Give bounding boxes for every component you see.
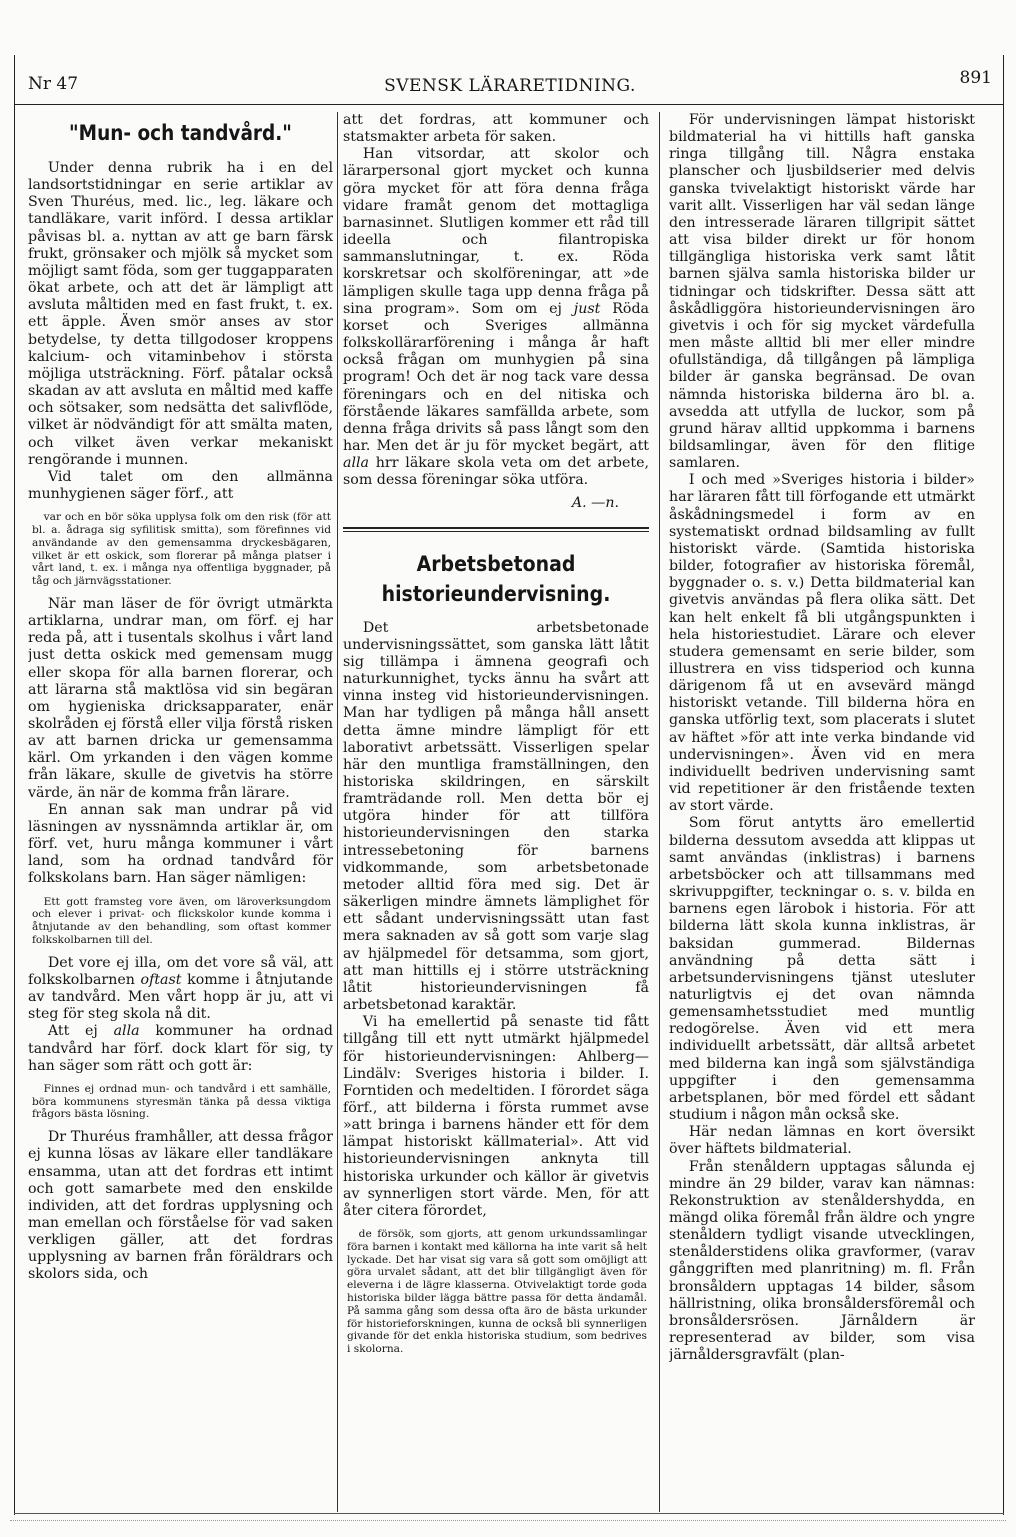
paragraph: Som förut antytts äro emellertid bilderna dessutom avsedda att klippas ut samt användas (inklistras) i barnens arbetsböcker och att tillsammans med skrivuppgifter, teckningar o. s. v. bilda en barnens egen lärobok i historia. För att bilderna lätt skola kunna inklistras, är baksidan gummerad. Bildernas användning på detta sätt i arbetsundervisningens tjänst utesluter naturligtvis ej det ovan nämnda gemensamhetsstudiet med muntlig redogörelse. Även vid ett mera individuellt arbetssätt, där alltså arbetet med bilderna kan ingå som självständiga uppgifter i den gemensamma arbetsplanen, bör med fördel ett sådant studium i någon mån också ske.: [669, 815, 975, 1124]
article-title-arbetsbetonad-historieundervisning: Arbetsbetonad historieundervisning.: [381, 551, 611, 607]
paragraph: Vid talet om den allmänna munhygienen säger förf., att: [28, 468, 333, 502]
issue-number: Nr 47: [28, 74, 79, 94]
journal-title: SVENSK LÄRARETIDNING.: [384, 76, 636, 96]
bottom-rule: [14, 1513, 1004, 1514]
article-title-mun-och-tandvard: "Mun- och tandvård.": [69, 121, 292, 145]
article-divider: [343, 527, 649, 532]
paragraph: Under denna rubrik ha i en del landsortstidningar en serie artiklar av Sven Thuréus, med. lic., leg. läkare och tandläkare, varit införd. I dessa artiklar påvisas bl. a. nyttan av att ge barn färsk frukt, grönsaker och mjölk så mycket som möjligt samt föda, som ger tuggapparaten ökat arbete, och att det är lämpligt att avsluta måltiden med en fast frukt, t. ex. ett äpple. Även smör anses av stor betydelse, ty detta tillgodoser kroppens kalcium- och vitaminbehov i största möjliga utsträckning. Förf. påtalar också skadan av att avsluta en måltid med kaffe och sötsaker, som nedsätta det salivflöde, vilket är nödvändigt för att smälta maten, och vilket även verkar mekaniskt rengörande i munnen.: [28, 160, 333, 468]
paragraph: Från stenåldern upptagas sålunda ej mindre än 29 bilder, varav kan nämnas: Rekonstruktion av stenåldershydda, en mängd olika föremål från äldre och yngre stenåldern tydligt visande utvecklingen, stenålderstidens olika gravformer, (varav gånggriften med planritning) m. fl. Från bronsåldern upptagas 14 bilder, såsom hällristning, olika bronsåldersföremål och bronsåldersrösen. Järnåldern är representerad av bilder, som visa järnåldersgravfält (plan-: [669, 1158, 975, 1364]
paragraph: Det arbetsbetonade undervisningssättet, som ganska lätt låtit sig tillämpa i ämnena geografi och naturkunnighet, tycks ännu ha svårt att vinna insteg vid historieundervisningen. Man har tydligen på många håll ansett detta ämne mindre lämpligt för ett laborativt arbetssätt. Visserligen spelar här den muntliga framställningen, den historiska skildringen, en särskilt framträdande roll. Men detta bör ej utgöra hinder för att tillföra historieundervisningen den starka intressebetoning för barnens vidkommande, som arbetsbetonade metoder alltid föra med sig. Det är säkerligen mindre ämnets lämplighet för ett sådant undervisningssätt utan fast mera saknaden av så gott som varje slag av hjälpmedel för detsamma, som gjort, att man hittills ej i större utsträckning låtit historieundervisningen få arbetsbetonad karaktär.: [343, 619, 649, 1014]
paragraph: När man läser de för övrigt utmärkta artiklarna, undrar man, om förf. ej har reda på, att i tusentals skolhus i vårt land just detta oskick med gemensam mugg eller skopa för alla barnen florerar, och att lärarna stå maktlösa vid sin begäran om hygieniska dricksapparater, enär skolråden ej förstå eller vilja förstå risken av att barnen dricka ur gemensamma kärl. Om yrkanden i den vägen komme från läkare, skulle de givetvis ha större värde, än när de komma från lärare.: [28, 595, 333, 801]
quotation: Finnes ej ordnad mun- och tandvård i ett samhälle, böra kommunens styresmän tänka på dessa viktiga frågors bästa lösning.: [32, 1082, 331, 1121]
column-3: [669, 112, 975, 1510]
paragraph: En annan sak man undrar på vid läsningen av nyssnämnda artiklar är, om förf. vet, huru många kommuner i vårt land, som ha ordnad tandvård för folkskolans barn. Han säger nämligen:: [28, 801, 333, 887]
column-rule: [659, 112, 660, 1512]
column-rule: [337, 112, 338, 1512]
paragraph: I och med »Sveriges historia i bilder» har läraren fått till förfogande ett utmärkt åskådningsmedel i form av en systematiskt ordnad bildsamling av fullt historiskt värde. (Samtida historiska bilder, fotografier av historiska föremål, byggnader o. s. v.) Detta bildmaterial kan givetvis användas på flera olika sätt. Det kan helt enkelt få bli utgångspunkten i hela historiestudiet. Lärare och elever studera gemensamt en serie bilder, som illustrera en viss tidsperiod och kunna därigenom få ut en avsevärd mängd historiskt vetande. Till bilderna höra en ganska utförlig text, som placerats i slutet av häftet »för att inte verka bindande vid undervisningen». Även vid en mera individuellt bedriven undervisning samt vid repetitioner är den fristående texten av stort värde.: [669, 472, 975, 815]
paragraph: Det vore ej illa, om det vore så väl, att folkskolbarnen oftast komme i åtnjutande av tandvård. Men vårt hopp är ju, att vi steg för steg skola nå dit.: [28, 954, 333, 1023]
column-2: [343, 112, 649, 1510]
quotation: var och en bör söka upplysa folk om den risk (för att bl. a. ådraga sig syfilitisk smitta), som förefinnes vid användande av den gemensamma dryckesbägaren, vilket är ett oskick, som florerar på många platser i vårt land, t. ex. i många nya offentliga byggnader, på tåg och järnvägsstationer.: [32, 511, 331, 588]
page-number: 891: [959, 68, 992, 88]
column-1: [28, 112, 333, 1510]
paragraph: Dr Thuréus framhåller, att dessa frågor ej kunna lösas av läkare eller tandläkare ensamma, utan att det fordras ett intimt och gott samarbete med den enskilde individen, att det fordras upplysning och man emellan och förståelse för vad saken verkligen gäller, att det fordras upplysning av barnen från föräldrars och skolors sida, och: [28, 1129, 333, 1283]
scan-edge: [10, 1520, 1006, 1535]
header-rule: [14, 104, 1004, 105]
quotation: de försök, som gjorts, att genom urkundssamlingar föra barnen i kontakt med källorna ha inte varit så helt lyckade. Det har visat sig vara så gott som omöjligt att göra urvalet sådant, att det blir tillgängligt även för eleverna i de lägre klasserna. Otvivelaktigt torde goda historiska bilder lägga bättre passa för detta ändamål. På samma gång som dessa ofta äro de bästa urkunder för historieforskningen, kunna de också bli synnerligen givande för det enkla historiska studium, som bedrives i skolorna.: [347, 1228, 647, 1356]
signature: A. —n.: [571, 495, 619, 512]
page-header: [28, 64, 992, 104]
paragraph: att det fordras, att kommuner och statsmakter arbeta för saken.: [343, 112, 649, 146]
paragraph: Här nedan lämnas en kort översikt över häftets bildmaterial.: [669, 1124, 975, 1158]
paragraph: För undervisningen lämpat historiskt bildmaterial ha vi hittills haft ganska ringa tillgång till. Några enstaka planscher och ljusbildserier med delvis ganska tvivelaktigt historiskt värde har varit allt. Visserligen har väl sedan länge den intresserade läraren tillgripit sättet att visa bilder direkt ur för honom tillgängliga historiska verk samt låtit barnen själva samla historiska bilder ur tidningar och tidskrifter. Dessa sätt att åskådliggöra historieundervisningen äro givetvis i och för sig mycket värdefulla men måste alltid bli mer eller mindre ofullständiga, då tillgången på lämpliga bilder är ganska begränsad. De ovan nämnda historiska bilderna äro bl. a. avsedda att utfylla de luckor, som på grund härav alltid uppkomma i barnens bildsamlingar, även för den flitige samlaren.: [669, 112, 975, 472]
paragraph: Vi ha emellertid på senaste tid fått tillgång till ett nytt utmärkt hjälpmedel för historieundervisningen: Ahlberg—Lindälv: Sveriges historia i bilder. I. Forntiden och medeltiden. I förordet säga förf., att bilderna i första rummet avse »att bringa i barnens händer ett för dem lämpat historiskt källmaterial». Att vid historieundervisningen anknyta till historiska urkunder och källor är givetvis av synnerligen stort värde. Men, för att åter citera förordet,: [343, 1014, 649, 1219]
paragraph: Att ej alla kommuner ha ordnad tandvård har förf. dock klart för sig, ty han säger som rätt och gott är:: [28, 1023, 333, 1074]
quotation: Ett gott framsteg vore även, om läroverksungdom och elever i privat- och flickskolor kunde komma i åtnjutande av den behandling, som oftast kommer folkskolbarnen till del.: [32, 895, 331, 946]
paragraph: Han vitsordar, att skolor och lärarpersonal gjort mycket och kunna göra mycket för att föra denna fråga vidare framåt genom det mottagliga barnasinnet. Slutligen kommer ett råd till ideella och filantropiska sammanslutningar, t. ex. Röda korskretsar och skolföreningar, att »de lämpligen skulle taga upp denna fråga på sina program». Som om ej just Röda korset och Sveriges allmänna folkskollärarförening i många år haft också frågan om munhygien på sina program! Och det är nog tack vare dessa föreningars och en del nitiska och förstående läkares samfällda arbete, som denna fråga drivits så pass långt som den har. Men det är ju för mycket begärt, att alla hrr läkare skola veta om det arbete, som dessa föreningar söka utföra.: [343, 146, 649, 489]
